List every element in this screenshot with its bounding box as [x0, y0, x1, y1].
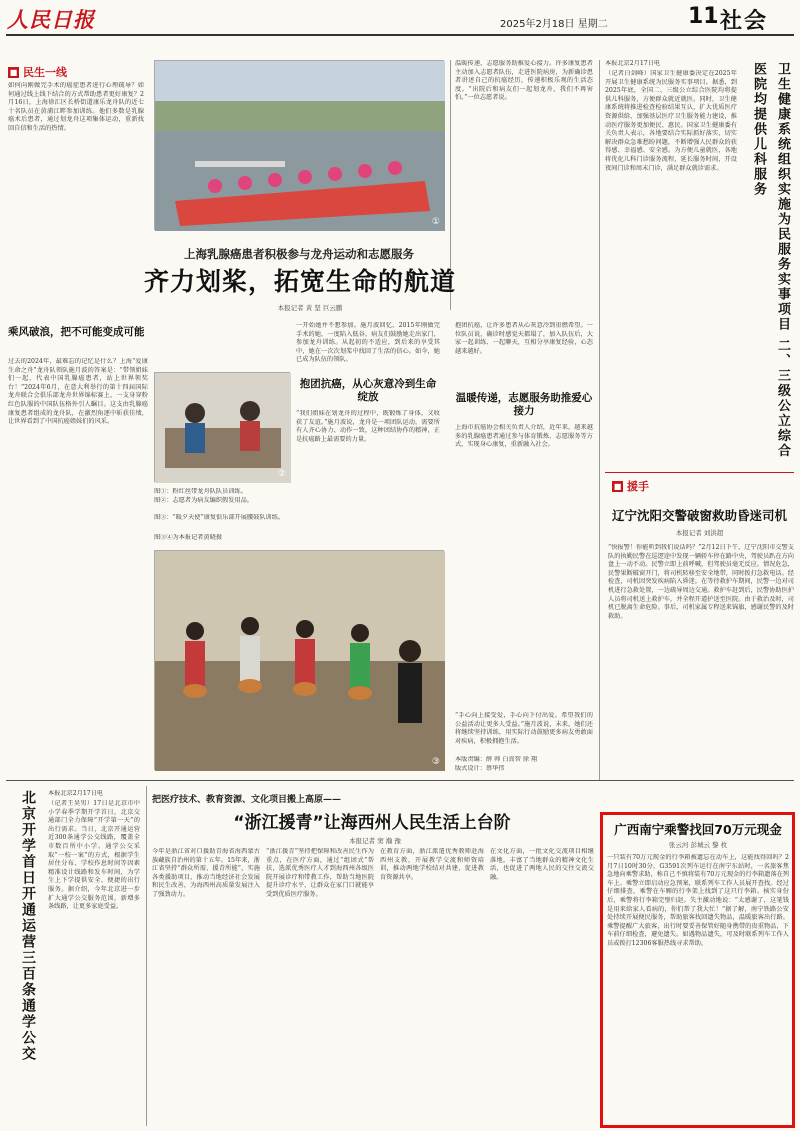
photo-caption-3: 图③：“暖夕天使”康复俱乐部开展腰鼓队训练。	[154, 514, 285, 521]
guangxi-byline: 张云河 彭城云 黎 枚	[668, 841, 728, 849]
story-body-1: 过去的2024年，最难忘的记忆是什么？上海“爱康生命之舟”龙舟队领队施月波的答案是：“带领姐妹们一起，代表中国乳腺癌患者，站上世界领奖台！”2024年6月，在意大利举行的第十四届国际龙舟联合会俱乐部龙舟世界锦标赛上，一支身穿粉红色队服的中国队伍格外引人瞩目。这支由乳腺癌康复患者组成的龙舟队，在激烈角逐中斩获佳绩，让世界看到了中国抗癌姐妹们的风采。	[8, 358, 148, 426]
design-line: 版式设计：蔡华伟	[455, 765, 505, 772]
mouth-icon: ■	[9, 67, 18, 77]
zhejiang-byline: 本报记者 窦 瀚 豫	[349, 837, 401, 845]
story-body-6: “手心向上接受爱，手心向下付出爱。希望我们的公益活动让更多人受益。”施月波说，未来，她们还将继续坚持训练，用实际行动鼓励更多病友勇敢面对疾病，积极拥抱生活。	[455, 712, 593, 745]
handshake-icon: ■	[613, 481, 622, 491]
minsheng-column-head	[8, 64, 67, 80]
photo-caption-2: 图②：志愿者为病友编织假发用品。	[154, 496, 253, 504]
zhejiang-headline: “浙江援青”让海西州人民生活上台阶	[233, 813, 511, 833]
story-subhead-2: 抱团抗癌，从心灰意冷到生命绽放	[299, 378, 437, 403]
yuanshou-column-head	[612, 478, 649, 494]
yuanshou-headline: 辽宁沈阳交警破窗救助昏迷司机	[611, 508, 787, 523]
drum-team-illustration	[155, 551, 445, 771]
waist-drum-photo	[154, 550, 444, 770]
zhejiang-body-2: “浙江援青”坚持把保障和改善民生作为重点，在医疗方面，通过“组团式”帮扶，选派优秀医疗人才到海西州各级医院开展诊疗和带教工作，帮助当地医院提升诊疗水平，让群众在家门口就能享受到优质医疗服务。	[266, 848, 374, 898]
main-headline: 齐力划桨，拓宽生命的航道	[143, 267, 456, 296]
beijing-body: （记者王昊男）17日是北京市中小学春季学期开学首日，北京交通部门全力保障“开学第一天”的出行需求。当日，北京开通运营近300条通学公交线路，覆盖全市数百所中小学。通学公交采取“一校一案”的方式，根据学生居住分布、学校作息时间等因素精准设计线路和发车时间，为学生上下学提供安全、便捷的出行服务。据介绍，今年北京进一步扩大通学公交服务范围，新增多条线路，让更多家庭受益。	[48, 800, 140, 911]
story-body-4: 抱团抗癌，让许多患者从心灰意冷到重燃希望。一位队员说，确诊时感觉天都塌了，加入队伍后，大家一起训练、一起聊天，互相分享康复经验，心态越来越好。	[455, 322, 593, 355]
newspaper-logo: 人民日报	[7, 7, 95, 32]
beijing-vertical-title: 北京开学首日开通运营三百条通学公交	[20, 790, 36, 1062]
volunteers-illustration	[155, 373, 291, 483]
issue-date: 2025年2月18日 星期二	[500, 19, 608, 30]
zhejiang-body-3: 在教育方面，浙江派遣优秀教师赴海西州支教，开展教学交流和师资培训，推动两地学校结对共建，促进教育资源共享。	[380, 848, 484, 881]
section-title: 社会	[720, 9, 769, 34]
story-subhead-3: 温暖传递，志愿服务助推爱心接力	[455, 392, 593, 417]
health-dateline: 本报北京2月17日电	[605, 60, 661, 67]
guangxi-body: 一只装有70万元现金的行李箱被遗忘在动车上，这能找得回吗？2月7日10时30分，G3591次列车运行在南宁东站时，一名旅客焦急地向乘警求助，称自己不慎将装有70万元现金的行李箱遗落在列车上。乘警立即启动应急预案，联系列车工作人员展开查找。经过仔细排查，乘警在车厢的行李架上找到了这只行李箱。核实身份后，乘警将行李箱完璧归赵。失主激动地说：“太感谢了，这笔钱是用来给家人看病的，你们帮了我大忙！”据了解，南宁铁路公安处持续开展便民服务，帮助旅客找回遗失物品，温暖旅客出行路。乘警提醒广大旅客，出行时要妥善保管好随身携带的贵重物品，下车前仔细检查，避免遗失。如遇物品遗失，可及时联系列车工作人员或拨打12306客服热线寻求帮助。	[607, 854, 789, 947]
wig-volunteer-photo	[154, 372, 290, 482]
yuanshou-column-title: 援手	[627, 480, 649, 493]
main-body-top: 温暖传递，志愿服务助推爱心接力。许多康复患者主动加入志愿者队伍，走进医院病房，为新确诊患者讲述自己的抗癌经历，传递积极乐观的生活态度。“出院后和病友们一起划龙舟，我们不再害怕。”一位志愿者说。	[455, 60, 593, 102]
photo-number-1: ①	[431, 217, 440, 227]
photo-number-2: ②	[277, 469, 286, 479]
beijing-dateline: 本报北京2月17日电	[48, 790, 104, 797]
divider	[6, 780, 794, 781]
divider	[605, 472, 794, 473]
minsheng-intro: 如何向刚做完手术的癌症患者进行心理疏导？如何通过线上线下结合的方式帮助患者更好康复？2月16日，上海徐汇区长桥街道康乐龙舟队的近七十名队员在黄浦江畔参加训练。他们多数是乳腺癌术后患者，通过划龙舟这项集体运动，重新找回自信和生活的热情。	[8, 82, 144, 132]
zhejiang-body-4: 在文化方面，一批文化交流项目相继落地，丰富了当地群众的精神文化生活，也促进了两地人民的交往交流交融。	[490, 848, 594, 881]
story-subhead-1: 乘风破浪，把不可能变成可能	[8, 326, 145, 338]
story-body-2: 一开始她并不想参加。施月波回忆，2015年刚做完手术的她，一度陷入低谷。病友们鼓励她走出家门，参加龙舟训练。从起初的不适应，到后来的享受其中，她在一次次划桨中找回了生活的信心。如今，她已成为队伍的领队。	[296, 322, 440, 364]
main-kicker: 上海乳腺癌患者积极参与龙舟运动和志愿服务	[184, 247, 414, 261]
photo-credit: 图③④为本报记者黄晓摄	[154, 534, 223, 541]
photo-number-3: ③	[431, 757, 440, 767]
zhejiang-kicker: 把医疗技术、教育资源、文化项目搬上高原——	[152, 795, 342, 805]
photo-caption-1: 图①：粉红丝带龙舟队队员训练。	[154, 488, 247, 495]
guangxi-headline: 广西南宁乘警找回70万元现金	[614, 822, 782, 837]
main-byline: 本报记者 黄 坚 巨云鹏	[277, 304, 343, 312]
zhejiang-body-1: 今年是浙江省对口援助青海省海西蒙古族藏族自治州的第十五年。15年来，浙江省坚持“群众所需、援青所能”，实施各类援助项目，推动当地经济社会发展和民生改善，为海西州高质量发展注入了强劲动力。	[152, 848, 260, 898]
health-body: （记者白剑峰）国家卫生健康委决定在2025年开展卫生健康系统为民服务实事项目。据悉，到2025年底，全国二、三级公立综合医院均将提供儿科服务，方便群众就近就医。同时，卫生健康系统将推进检查检验结果互认，扩大优质医疗资源供给，加强基层医疗卫生服务能力建设，推动医疗服务更加便民、惠民。国家卫生健康委有关负责人表示，各地要结合实际抓好落实，切实解决群众急难愁盼问题，不断增强人民群众的获得感、幸福感、安全感。为方便儿童就医，各地将优化儿科门诊服务流程，延长服务时间，开设夜间门诊和周末门诊，满足群众就诊需求。	[605, 70, 737, 172]
divider	[599, 60, 600, 780]
masthead	[0, 0, 800, 34]
story-body-3: “我们姐妹在划龙舟的过程中，既锻炼了身体，又收获了友谊。”施月波说，龙舟是一项团队运动，需要所有人齐心协力、动作一致，这种团结协作的精神，正是抗癌路上最需要的力量。	[296, 410, 440, 443]
dragon-boat-photo	[154, 60, 444, 230]
photo-caption-block	[154, 488, 290, 514]
dragon-boat-illustration	[155, 61, 445, 231]
story-body-5: 上海市抗癌协会相关负责人介绍，近年来，越来越多的乳腺癌患者通过参与体育锻炼、志愿服务等方式，实现身心康复，重新融入社会。	[455, 424, 593, 449]
health-vertical-title: 卫生健康系统组织实施为民服务实事项目 二、三级公立综合医院均提供儿科服务	[751, 62, 790, 459]
yuanshou-byline: 本报记者 刘洪超	[675, 529, 724, 537]
masthead-rule	[6, 34, 794, 36]
page-number: 11	[688, 4, 719, 29]
divider	[146, 786, 147, 1126]
editor-line: 本版责编：薛 帅 白真智 徐 翔	[455, 756, 538, 763]
minsheng-column-title: 民生一线	[23, 66, 67, 79]
yuanshou-body: “快报警！你能听到我们说话吗？”2月12日下午，辽宁沈阳市交警支队的执勤民警在巡逻途中发现一辆轿车停在路中央，驾驶员趴在方向盘上一动不动。民警立即上前呼喊，但驾驶员毫无反应。情况危急，民警果断破窗开门，将司机转移至安全地带，同时拨打急救电话。经检查，司机因突发疾病陷入昏迷。在等待救护车期间，民警一边对司机进行急救处置，一边疏导周边交通。救护车赶到后，民警协助医护人员将司机送上救护车，并全程开道护送至医院。由于救治及时，司机已脱离生命危险。事后，司机家属专程送来锦旗，感谢民警的及时救助。	[608, 544, 794, 620]
